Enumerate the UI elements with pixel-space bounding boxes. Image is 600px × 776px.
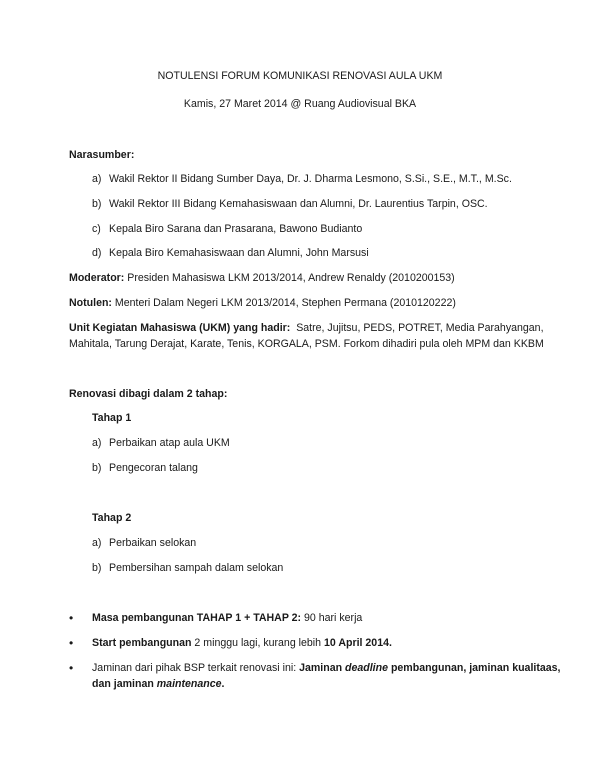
narasumber-item-text: Wakil Rektor II Bidang Sumber Daya, Dr. J. Dharma Lesmono, S.Si., S.E., M.T., M.Sc. [109, 173, 512, 185]
masa-label: Masa pembangunan TAHAP 1 + TAHAP 2: [92, 612, 302, 624]
narasumber-item-text: Kepala Biro Kemahasiswaan dan Alumni, John Marsusi [109, 247, 369, 259]
narasumber-item [92, 172, 512, 186]
masa-pembangunan-line [92, 611, 362, 625]
tahap-2-label: Tahap 2 [92, 512, 132, 524]
jaminan-line-2 [92, 677, 224, 691]
notulen-label: Notulen: [69, 297, 112, 309]
bullet-icon: • [69, 661, 74, 675]
narasumber-item-text: Kepala Biro Sarana dan Prasarana, Bawono Budianto [109, 223, 363, 235]
notulen-text: Menteri Dalam Negeri LKM 2013/2014, Stephen Permana (2010120222) [111, 297, 456, 309]
list-marker: b) [92, 462, 102, 474]
jaminan-intro: Jaminan dari pihak BSP terkait renovasi ini: [92, 662, 300, 674]
list-marker: d) [92, 247, 102, 259]
tahap-1-item [92, 461, 198, 475]
tahap-1-label: Tahap 1 [92, 412, 132, 424]
narasumber-item [92, 246, 369, 260]
narasumber-item [92, 222, 362, 236]
ukm-line-1 [69, 321, 544, 335]
tahap-item-text: Pengecoran talang [109, 462, 198, 474]
start-text: 2 minggu lagi, kurang lebih [191, 637, 324, 649]
jaminan-italic-maintenance: maintenance [156, 678, 222, 690]
jaminan-bold-2: pembangunan, jaminan kualitaas, [388, 662, 561, 674]
jaminan-italic-deadline: deadline [345, 662, 388, 674]
tahap-item-text: Perbaikan atap aula UKM [109, 437, 230, 449]
narasumber-label: Narasumber: [69, 149, 135, 161]
moderator-text: Presiden Mahasiswa LKM 2013/2014, Andrew Renaldy (2010200153) [124, 272, 455, 284]
tahap-item-text: Perbaikan selokan [109, 537, 197, 549]
moderator-label: Moderator: [69, 272, 125, 284]
ukm-label: Unit Kegiatan Mahasiswa (UKM) yang hadir: [69, 322, 291, 334]
jaminan-bold-1: Jaminan [299, 662, 346, 674]
list-marker: b) [92, 198, 102, 210]
jaminan-line-1 [92, 661, 561, 675]
moderator-line [69, 271, 455, 285]
document-date-line: Kamis, 27 Maret 2014 @ Ruang Audiovisual BKA [183, 98, 417, 110]
tahap-2-item [92, 536, 196, 550]
narasumber-item-text: Wakil Rektor III Bidang Kemahasiswaan dan Alumni, Dr. Laurentius Tarpin, OSC. [109, 198, 488, 210]
list-marker: c) [92, 223, 101, 235]
narasumber-item [92, 197, 488, 211]
ukm-text: Satre, Jujitsu, PEDS, POTRET, Media Parahyangan, [290, 322, 544, 334]
bullet-icon: • [69, 611, 74, 625]
start-label: Start pembangunan [92, 637, 192, 649]
jaminan-line2-end: . [221, 678, 225, 690]
tahap-item-text: Pembersihan sampah dalam selokan [109, 562, 284, 574]
notulen-line [69, 296, 456, 310]
renovasi-heading: Renovasi dibagi dalam 2 tahap: [69, 388, 228, 400]
masa-value: 90 hari kerja [301, 612, 363, 624]
tahap-2-item [92, 561, 283, 575]
list-marker: b) [92, 562, 102, 574]
bullet-icon: • [69, 636, 74, 650]
start-pembangunan-line [92, 636, 392, 650]
start-date: 10 April 2014. [324, 637, 392, 649]
list-marker: a) [92, 173, 102, 185]
tahap-1-item [92, 436, 230, 450]
jaminan-line2-bold: dan jaminan [92, 678, 157, 690]
document-title: NOTULENSI FORUM KOMUNIKASI RENOVASI AULA UKM [157, 70, 443, 82]
ukm-line-2: Mahitala, Tarung Derajat, Karate, Tenis, KORGALA, PSM. Forkom dihadiri pula oleh MPM dan KKBM [69, 338, 544, 350]
list-marker: a) [92, 437, 102, 449]
list-marker: a) [92, 537, 102, 549]
